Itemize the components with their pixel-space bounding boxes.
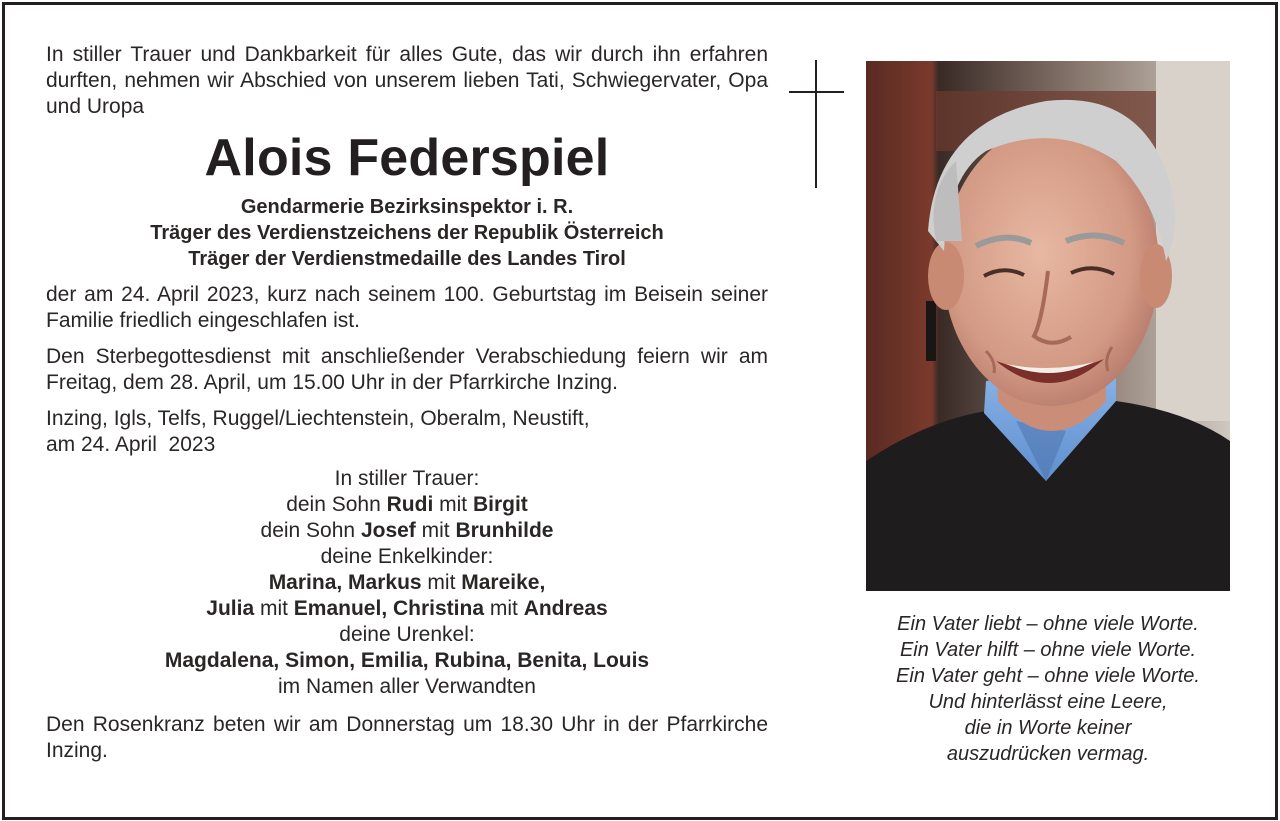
death-notice: der am 24. April 2023, kurz nach seinem 100. Geburtstag im Beisein seiner Familie friedlich eingeschlafen ist. (46, 283, 768, 332)
poem (866, 611, 1230, 767)
grandchildren-label: deine Enkelkinder: (320, 545, 494, 568)
obituary-text (46, 42, 768, 764)
places-date (46, 406, 768, 458)
places-line: Inzing, Igls, Telfs, Ruggel/Liechtenstein, Oberalm, Neustift, (46, 407, 590, 430)
mourner-line: Julia mit Emanuel, Christina mit Andreas (206, 597, 608, 620)
honor-title: Träger der Verdienstmedaille des Landes Tirol (188, 248, 626, 270)
mourner-line: dein Sohn Rudi mit Birgit (286, 493, 528, 516)
mourner-line: Magdalena, Simon, Emilia, Rubina, Benita, Louis (164, 649, 650, 672)
honors-list (46, 194, 768, 272)
mourners-heading: In stiller Trauer: (334, 467, 480, 490)
poem-line: auszudrücken vermag. (946, 743, 1150, 765)
great-grandchildren-label: deine Urenkel: (339, 623, 475, 646)
mourner-line: dein Sohn Josef mit Brunhilde (260, 519, 554, 542)
deceased-name: Alois Federspiel (204, 129, 610, 187)
portrait-photo (866, 61, 1230, 591)
poem-line: Ein Vater liebt – ohne viele Worte. (897, 613, 1199, 635)
intro-text: In stiller Trauer und Dankbarkeit für alles Gute, das wir durch ihn erfahren durften, nehmen wir Abschied von unserem lieben Tati, Schwiegervater, Opa und Uropa (46, 43, 768, 118)
poem-line: Und hinterlässt eine Leere, (928, 691, 1168, 713)
poem-line: Ein Vater hilft – ohne viele Worte. (899, 639, 1197, 661)
rosary-info: Den Rosenkranz beten wir am Donnerstag um 18.30 Uhr in der Pfarrkirche Inzing. (46, 713, 768, 762)
funeral-info: Den Sterbegottesdienst mit anschließender Verabschiedung feiern wir am Freitag, dem 28. April, um 15.00 Uhr in der Pfarrkirche Inzing. (46, 345, 768, 394)
poem-line: die in Worte keiner (964, 717, 1132, 739)
poem-line: Ein Vater geht – ohne viele Worte. (896, 665, 1200, 687)
honor-title: Träger des Verdienstzeichens der Republik Österreich (150, 222, 664, 244)
honor-title: Gendarmerie Bezirksinspektor i. R. (240, 196, 574, 218)
date-line: am 24. April 2023 (46, 433, 216, 456)
mourner-line: Marina, Markus mit Mareike, (268, 571, 546, 594)
mourners-list (46, 466, 768, 700)
relatives-line: im Namen aller Verwandten (278, 675, 536, 698)
cross-icon (789, 60, 844, 188)
